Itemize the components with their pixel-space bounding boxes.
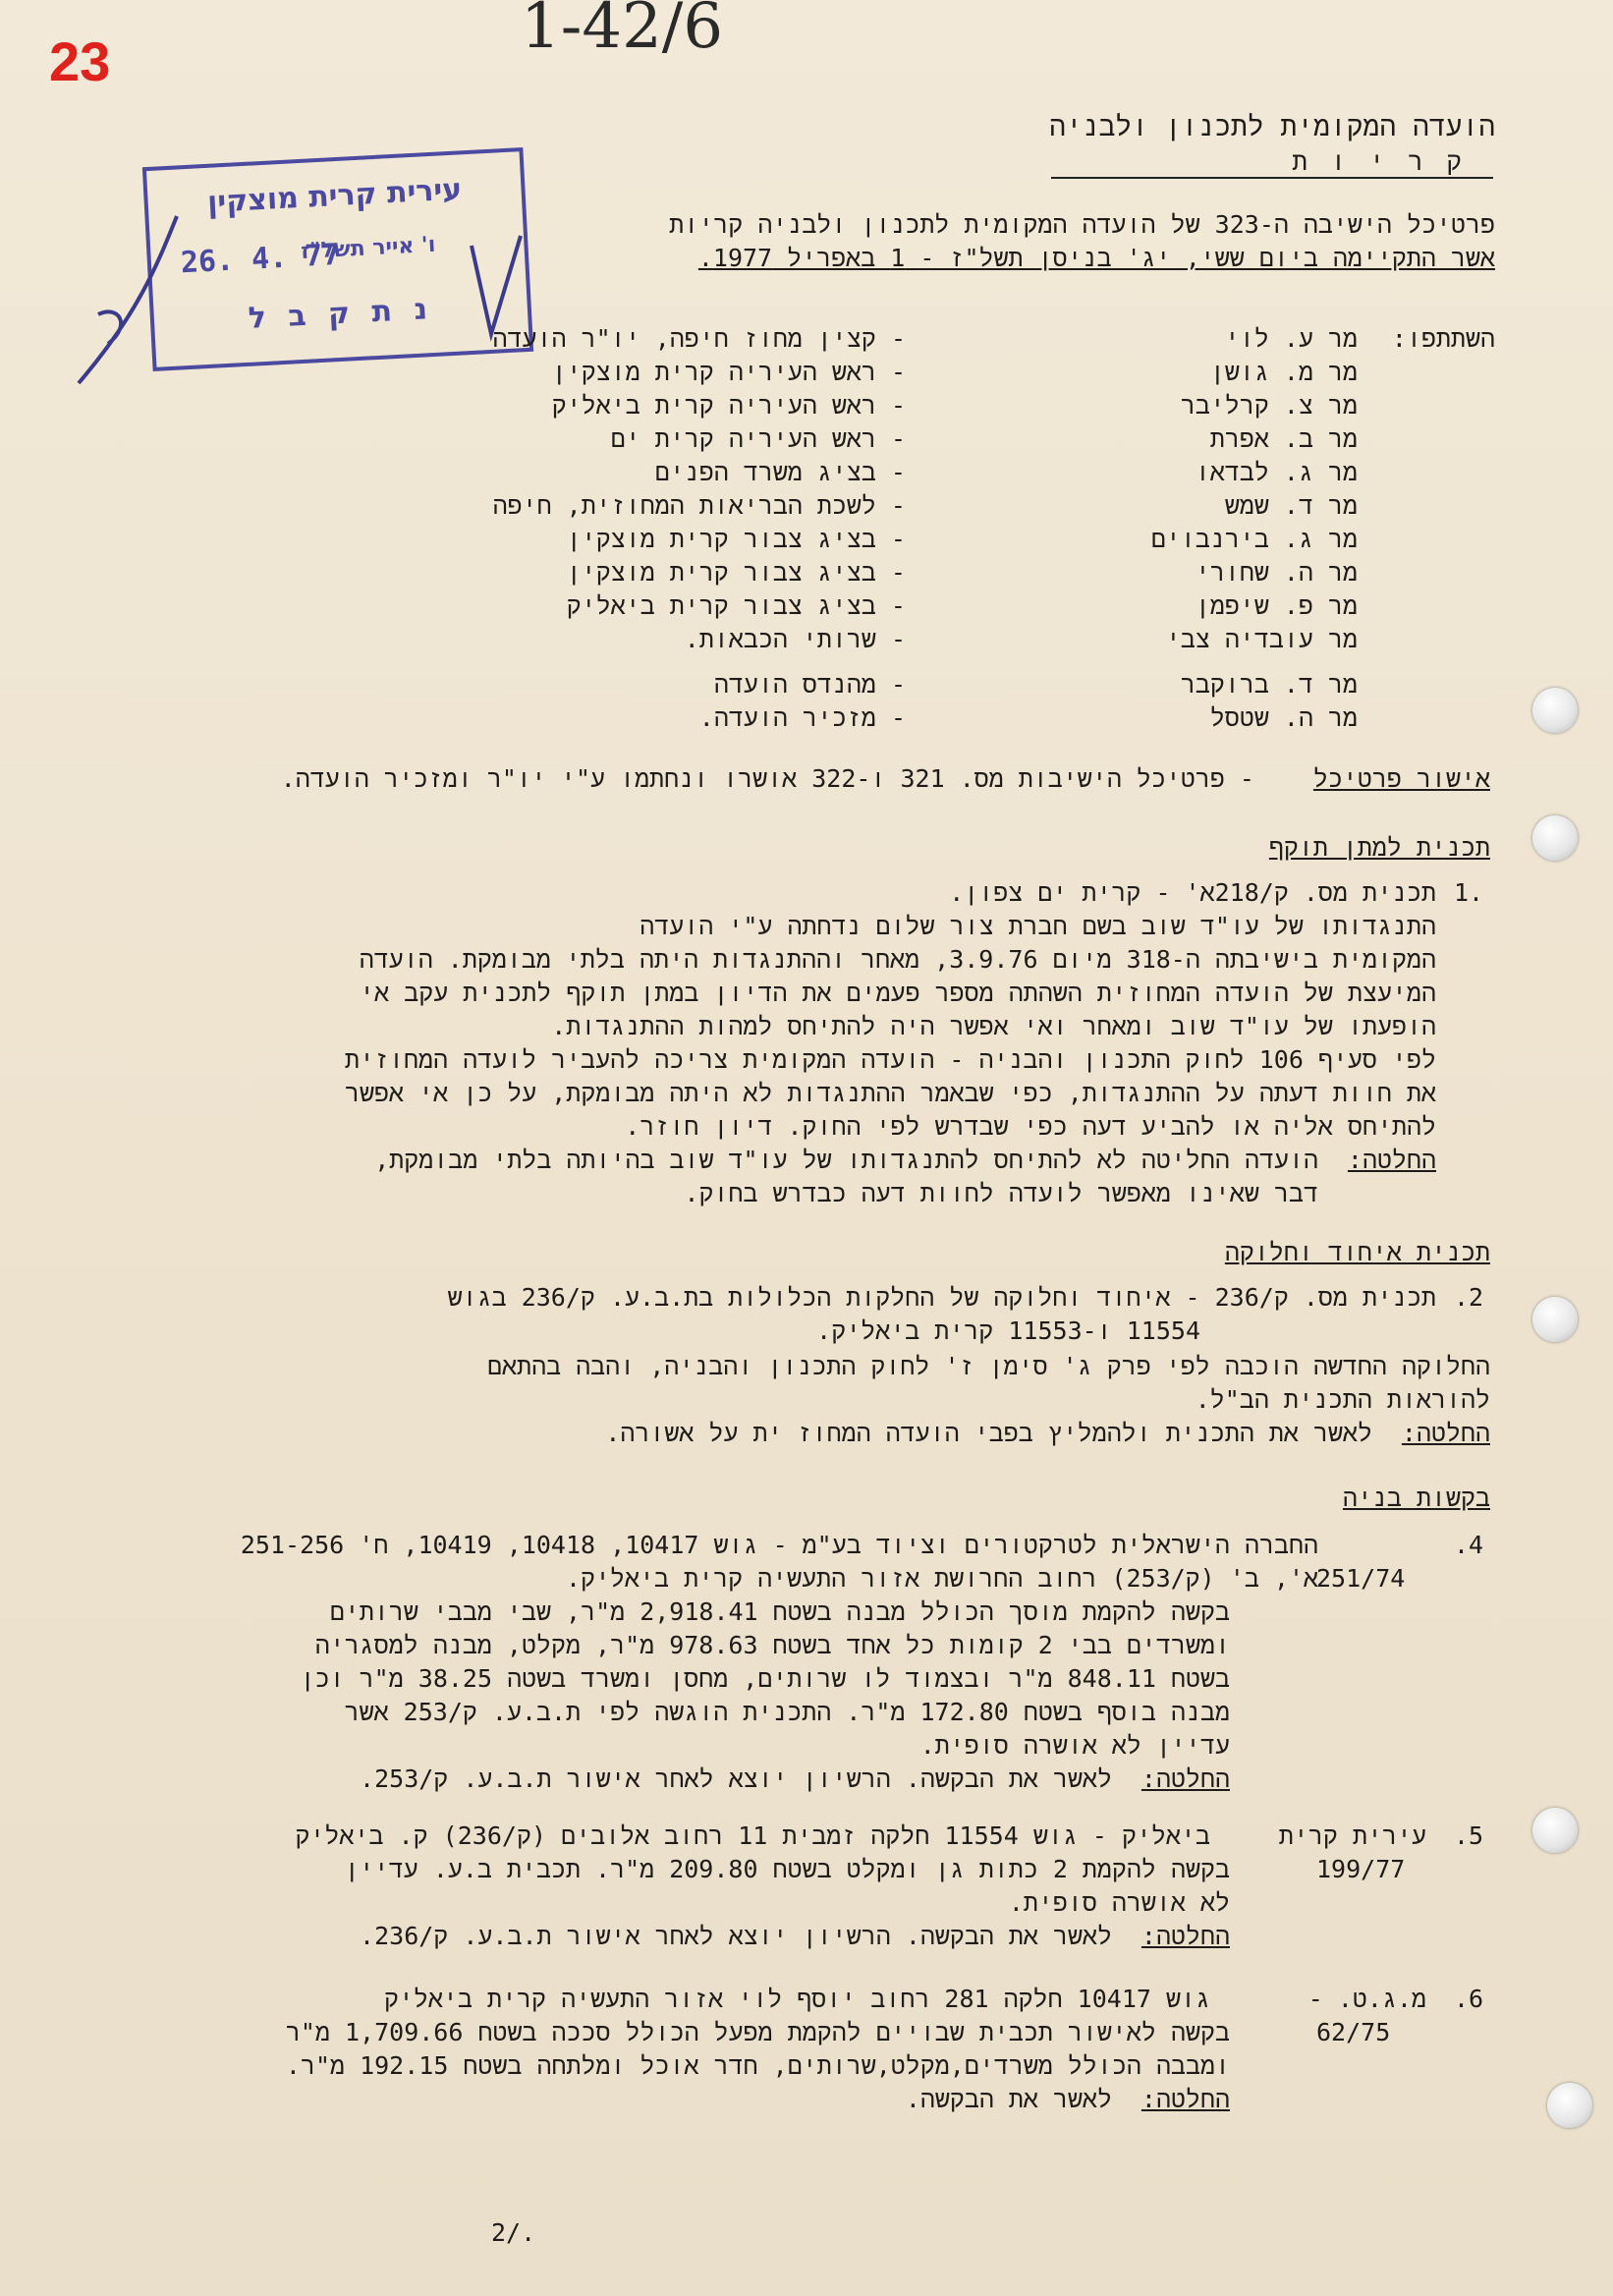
item-number: .6 <box>1454 1985 1484 2013</box>
item-text-line: א', ב' (ק/253) רחוב החרושת אזור התעשיה קרית ביאליק. <box>565 1564 1318 1593</box>
participant-role: - מזכיר הועדה. <box>698 703 906 732</box>
section-heading: בקשות בניה <box>1342 1484 1490 1512</box>
participant-name: מר ה. שטסל <box>1209 703 1358 732</box>
item-text-line: מבנה בוסף בשטח 172.80 מ"ר. התכנית הוגשה לפי ת.ב.ע. ק/253 אשר <box>344 1698 1230 1726</box>
item-title: תכנית מס. ק/236 - איחוד וחלוקה של החלקות הכלולות בת.ב.ע. ק/236 בגוש <box>447 1283 1436 1312</box>
participant-name: מר מ. גושן <box>1209 358 1358 386</box>
item-text-line: המקומית בישיבתה ה-318 מיום 3.9.76, מאחר וההתנגדות היתה בלתי מבומקת. הועדה <box>359 945 1436 974</box>
binder-hole <box>1532 1297 1578 1342</box>
file-number: 251/74 <box>1316 1564 1406 1593</box>
header-rule <box>1051 177 1493 179</box>
page-number: 23 <box>49 30 111 92</box>
item-text-line: את חוות דעתה על ההתנגדות, כפי שבאמר ההתנגדות לא היתה מבומקת, על כן אי אפשר <box>345 1079 1436 1107</box>
participant-name: מר צ. קרליבר <box>1180 391 1358 420</box>
stamp-municipality: עירית קרית מוצקין <box>206 172 464 220</box>
decision-label: החלטה: <box>1347 1146 1436 1174</box>
approval-label: אישור פרטיכל <box>1312 764 1490 793</box>
item-text-line: להתיחס אליה או להביע דעה כפי שבדרש לפי החוק. דיון חוזר. <box>625 1112 1436 1141</box>
item-number: 1. <box>1454 878 1484 907</box>
item-number: .5 <box>1454 1821 1484 1850</box>
decision-text: לאשר את הבקשה. הרשיון יוצא לאחר אישור ת.ב.ע. ק/236. <box>360 1922 1112 1950</box>
item-text-line: לפי סעיף 106 לחוק התכנון והבניה - הועדה המקומית צריכה להעביר לועדה המחוזית <box>345 1045 1436 1074</box>
participant-role: - בציג צבור קרית ביאליק <box>566 591 906 620</box>
binder-hole <box>1532 1808 1578 1853</box>
decision-text: לאשר את הבקשה. <box>905 2085 1112 2113</box>
participant-name: מר עובדיה צבי <box>1165 625 1358 653</box>
participant-name: מר ד. ברוקבר <box>1180 670 1358 699</box>
stamp-date: 26. 4. 77 <box>180 237 342 281</box>
decision-label: החלטה: <box>1140 2085 1230 2113</box>
decision-text: לאשר את התכנית ולהמליץ בפבי הועדה המחוז ית על אשורה. <box>605 1419 1372 1447</box>
item-number: .4 <box>1454 1531 1484 1559</box>
page-footer: 2/. <box>491 2218 536 2247</box>
participant-role: - ראש העיריה קרית מוצקין <box>551 358 906 386</box>
item-text-line: המיעצת של הועדה המחוזית השהתה מספר פעמים את הדיון במתן תוקף לתכנית עקב אי <box>360 979 1436 1007</box>
decision-label: החלטה: <box>1140 1764 1230 1793</box>
binder-hole <box>1547 2083 1592 2128</box>
item-text-line: החלוקה החדשה הוכבה לפי פרק ג' סימן ז' לחוק התכנון והבניה, והבה בהתאם <box>487 1352 1490 1380</box>
file-label: עירית קרית <box>1278 1821 1426 1850</box>
handwritten-signature <box>39 196 216 413</box>
participant-role: - שרותי הכבאות. <box>684 625 906 653</box>
protocol-title: פרטיכל הישיבה ה-323 של הועדה המקומית לתכנון ולבניה קריות <box>669 210 1495 239</box>
participant-name: מר ע. לוי <box>1224 324 1358 353</box>
participant-name: מר פ. שיפמן <box>1195 591 1358 620</box>
section-heading: תכנית איחוד וחלוקה <box>1224 1238 1490 1266</box>
item-text-line: להוראות התכנית הב"ל. <box>1195 1385 1490 1414</box>
participant-name: מר ג. לבדאו <box>1195 458 1358 486</box>
participant-name: מר ב. אפרת <box>1209 424 1358 453</box>
participant-role: - ראש העיריה קרית ביאליק <box>551 391 906 420</box>
item-title: 11554 ו-11553 קרית ביאליק. <box>816 1316 1200 1345</box>
participant-name: מר ד. שמש <box>1224 491 1358 520</box>
item-text-line: עדיין לא אושרה סופית. <box>919 1731 1230 1760</box>
participant-role: - בציג צבור קרית מוצקין <box>566 525 906 553</box>
item-text-line: בקשה להקמת 2 כתות גן ומקלט בשטח 209.80 מ"ר. תכבית ב.ע. עדיין <box>344 1855 1230 1883</box>
stamp-hebrew-date: ו' אייר תשל"ז <box>300 232 437 264</box>
item-text-line: לא אושרה סופית. <box>1008 1888 1230 1917</box>
file-number: 199/77 <box>1316 1855 1406 1883</box>
participant-role: - בציג צבור קרית מוצקין <box>566 558 906 587</box>
participant-role: - מהנדס הועדה <box>713 670 906 699</box>
file-number: 62/75 <box>1316 2018 1391 2046</box>
decision-label: החלטה: <box>1401 1419 1490 1447</box>
decision-text: הועדה החליטה לא להתיחס להתנגדותו של עו"ד שוב בהיותה בלתי מבומקת, <box>374 1146 1318 1174</box>
item-text-line: ביאליק - גוש 11554 חלקה זמבית 11 רחוב אלובים (ק/236) ק. ביאליק <box>295 1821 1210 1850</box>
item-text-line: בקשה להקמת מוסך הכולל מבנה בשטח 2,918.41 מ"ר, שבי מבבי שרותים <box>329 1597 1230 1626</box>
participant-role: - ראש העיריה קרית ים <box>610 424 906 453</box>
item-text-line: החברה הישראלית לטרקטורים וציוד בע"מ - גוש 10417, 10418, 10419, ח' 251-256 <box>240 1531 1318 1559</box>
org-subtitle: ק ר י ו ת <box>1292 147 1466 177</box>
stamp-received: נ ת ק ב ל <box>247 292 434 336</box>
item-text-line: בשטח 848.11 מ"ר ובצמוד לו שרותים, מחסן ומשרד בשטה 38.25 מ"ר וכן <box>300 1664 1230 1693</box>
approval-text: - פרטיכל הישיבות מס. 321 ו-322 אושרו ונחתמו ע"י יו"ר ומזכיר הועדה. <box>280 764 1254 793</box>
file-label: מ.ג.ט. - <box>1307 1985 1426 2013</box>
participant-name: מר ג. בירנבוים <box>1150 525 1358 553</box>
file-reference-handwritten: 1-42/6 <box>521 0 724 63</box>
item-text-line: ומשרדים בבי 2 קומות כל אחד בשטח 978.63 מ"ר, מקלט, מבנה למסגריה <box>314 1631 1230 1659</box>
item-number: .2 <box>1454 1283 1484 1312</box>
decision-text: דבר שאינו מאפשר לועדה לחוות דעה כבדרש בחוק. <box>684 1179 1318 1207</box>
item-text-line: הופעתו של עו"ד שוב ומאחר ואי אפשר היה להתיחס למהות ההתנגדות. <box>551 1012 1436 1040</box>
participant-role: - לשכת הבריאות המחוזית, חיפה <box>492 491 906 520</box>
decision-text: לאשר את הבקשה. הרשיון יוצא לאחר אישור ת.ב.ע. ק/253. <box>360 1764 1112 1793</box>
participant-role: - קצין מחוז חיפה, יו"ר הועדה <box>492 324 906 353</box>
item-text-line: ומבבה הכולל משרדים,מקלט,שרותים, חדר אוכל ומלתחה בשטח 192.15 מ"ר. <box>285 2051 1230 2080</box>
protocol-date-line: אשר התקיימה ביום ששי, יג' בניסן תשל"ז - 1 באפריל 1977. <box>697 244 1495 272</box>
org-name: הועדה המקומית לתכנון ולבניה <box>1049 110 1495 142</box>
participant-role: - בציג משרד הפנים <box>654 458 906 486</box>
binder-hole <box>1532 688 1578 733</box>
decision-label: החלטה: <box>1140 1922 1230 1950</box>
item-text-line: גוש 10417 חלקה 281 רחוב יוסף לוי אזור התעשיה קרית ביאליק <box>383 1985 1210 2013</box>
participant-name: מר ה. שחורי <box>1195 558 1358 587</box>
binder-hole <box>1532 815 1578 861</box>
item-title: תכנית מס. ק/218א' - קרית ים צפון. <box>949 878 1436 907</box>
item-text-line: התנגדותו של עו"ד שוב בשם חברת צור שלום נדחתה ע"י הועדה <box>640 912 1436 940</box>
section-heading: תכנית למתן תוקף <box>1268 833 1490 862</box>
item-text-line: בקשה לאישור תכבית שבויים להקמת מפעל הכולל סככה בשטח 1,709.66 מ"ר <box>285 2018 1230 2046</box>
participants-label: השתתפו: <box>1391 324 1495 353</box>
